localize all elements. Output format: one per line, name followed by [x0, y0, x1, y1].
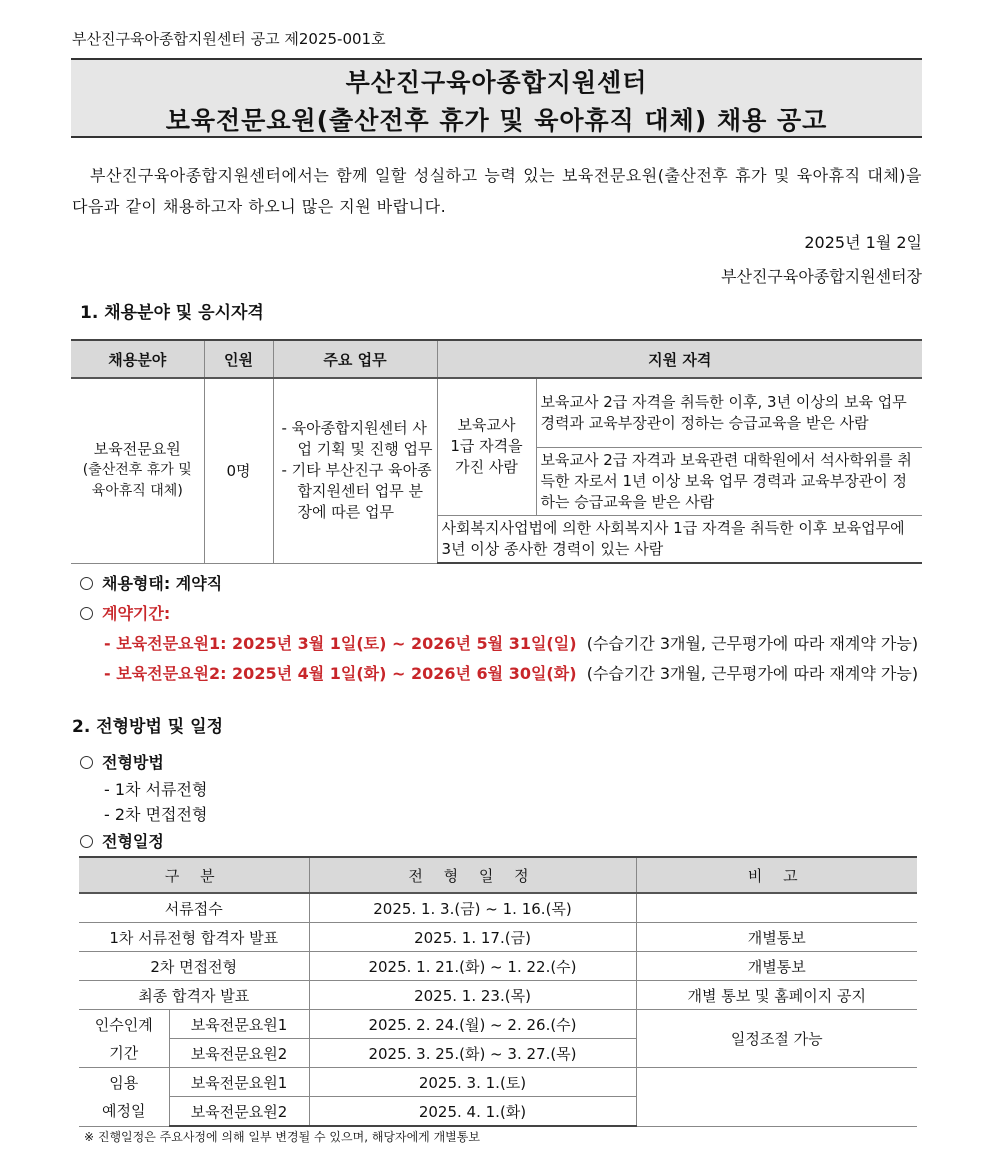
section-1-heading: 1. 채용분야 및 응시자격 — [80, 303, 264, 323]
group-line-1: 보육교사 — [457, 416, 516, 435]
handover-date: 2025. 2. 24.(월) ~ 2. 26.(수) — [309, 1010, 636, 1039]
method-label: 전형방법 — [102, 753, 164, 772]
schedule-header-date: 전 형 일 정 — [309, 857, 636, 893]
employment-type: 채용형태: 계약직 — [102, 574, 223, 593]
qualification-group-cell — [437, 378, 536, 515]
schedule-label: 2차 면접전형 — [79, 952, 309, 981]
header-qualification: 지원 자격 — [437, 340, 922, 378]
table-row — [79, 981, 917, 1010]
field-line-2: (출산전후 휴가 및 — [82, 462, 192, 479]
handover-line-1: 인수인계 — [94, 1015, 153, 1034]
contract-period-1 — [104, 631, 918, 654]
announcement-date: 2025년 1월 2일 — [804, 233, 922, 252]
duty-cell — [273, 378, 437, 563]
schedule-date: 2025. 1. 17.(금) — [309, 923, 636, 952]
appoint-date: 2025. 4. 1.(화) — [309, 1097, 636, 1127]
appoint-note — [636, 1068, 917, 1127]
recruitment-table — [71, 339, 922, 564]
method-step-2: - 2차 면접전형 — [104, 805, 208, 824]
table-row — [79, 923, 917, 952]
appoint-line-2: 예정일 — [102, 1101, 146, 1120]
appoint-date: 2025. 3. 1.(토) — [309, 1068, 636, 1097]
schedule-header-note: 비 고 — [636, 857, 917, 893]
handover-line-2: 기간 — [109, 1043, 139, 1062]
schedule-label: 전형일정 — [102, 832, 164, 851]
field-line-1: 보육전문요원 — [93, 440, 181, 459]
header-field: 채용분야 — [71, 340, 204, 378]
contract-period-2 — [104, 661, 918, 684]
handover-role: 보육전문요원2 — [169, 1039, 309, 1068]
circle-bullet-icon — [80, 835, 93, 848]
handover-note: 일정조절 가능 — [636, 1010, 917, 1068]
schedule-label: 1차 서류전형 합격자 발표 — [79, 923, 309, 952]
contract-period-row — [80, 601, 170, 624]
table-header-row — [71, 340, 922, 378]
employment-type-row — [80, 571, 222, 594]
notice-number: 부산진구육아종합지원센터 공고 제2025-001호 — [72, 30, 386, 48]
circle-bullet-icon — [80, 756, 93, 769]
schedule-note — [636, 893, 917, 923]
schedule-date: 2025. 1. 23.(목) — [309, 981, 636, 1010]
appoint-role: 보육전문요원2 — [169, 1097, 309, 1127]
schedule-row — [80, 829, 164, 852]
count-cell: 0명 — [204, 378, 273, 563]
footnote: ※ 진행일정은 주요사정에 의해 일부 변경될 수 있으며, 해당자에게 개별통보 — [84, 1130, 480, 1144]
qualification-2: 보육교사 2급 자격과 보육관련 대학원에서 석사학위를 취득한 자로서 1년 이상 보육 업무 경력과 교육부장관이 정하는 승급교육을 받은 사람 — [536, 447, 922, 515]
header-count: 인원 — [204, 340, 273, 378]
schedule-header-row — [79, 857, 917, 893]
qualification-1: 보육교사 2급 자격을 취득한 이후, 3년 이상의 보육 업무 경력과 교육부장관이 정하는 승급교육을 받은 사람 — [536, 378, 922, 447]
duty-item-2: - 기타 부산진구 육아종합지원센터 업무 분장에 따른 업무 — [281, 461, 432, 522]
handover-date: 2025. 3. 25.(화) ~ 3. 27.(목) — [309, 1039, 636, 1068]
appoint-label-cell — [79, 1068, 169, 1127]
schedule-note: 개별통보 — [636, 923, 917, 952]
schedule-note: 개별 통보 및 홈페이지 공지 — [636, 981, 917, 1010]
field-cell — [71, 378, 204, 563]
group-line-3: 가진 사람 — [455, 458, 518, 477]
header-duty: 주요 업무 — [273, 340, 437, 378]
period-1-note: (수습기간 3개월, 근무평가에 따라 재계약 가능) — [586, 634, 919, 653]
period-2-dates: - 보육전문요원2: 2025년 4월 1일(화) ~ 2026년 6월 30일(화) — [104, 664, 577, 683]
handover-label-cell — [79, 1010, 169, 1068]
schedule-label: 서류접수 — [79, 893, 309, 923]
method-step-1: - 1차 서류전형 — [104, 780, 208, 799]
schedule-label: 최종 합격자 발표 — [79, 981, 309, 1010]
table-row — [79, 893, 917, 923]
title-line-2: 보육전문요원(출산전후 휴가 및 육아휴직 대체) 채용 공고 — [165, 106, 828, 135]
handover-role: 보육전문요원1 — [169, 1010, 309, 1039]
section-2-heading: 2. 전형방법 및 일정 — [72, 717, 223, 737]
schedule-date: 2025. 1. 21.(화) ~ 1. 22.(수) — [309, 952, 636, 981]
intro-paragraph: 부산진구육아종합지원센터에서는 함께 일할 성실하고 능력 있는 보육전문요원(출산전후 휴가 및 육아휴직 대체)을 다음과 같이 채용하고자 하오니 많은 지원 바랍니다. — [72, 166, 922, 216]
circle-bullet-icon — [80, 607, 93, 620]
qualification-3: 사회복지사업법에 의한 사회복지사 1급 자격을 취득한 이후 보육업무에 3년 이상 종사한 경력이 있는 사람 — [437, 515, 922, 563]
title-box — [71, 58, 922, 138]
field-line-3: 육아휴직 대체) — [91, 483, 183, 500]
table-row — [79, 1068, 917, 1097]
contract-period-label: 계약기간: — [102, 604, 171, 623]
table-row — [79, 1010, 917, 1039]
schedule-date: 2025. 1. 3.(금) ~ 1. 16.(목) — [309, 893, 636, 923]
duty-item-1: - 육아종합지원센터 사업 기획 및 진행 업무 — [281, 419, 433, 459]
schedule-header-category: 구 분 — [79, 857, 309, 893]
appoint-role: 보육전문요원1 — [169, 1068, 309, 1097]
period-1-dates: - 보육전문요원1: 2025년 3월 1일(토) ~ 2026년 5월 31일(일) — [104, 634, 577, 653]
period-2-note: (수습기간 3개월, 근무평가에 따라 재계약 가능) — [586, 664, 919, 683]
appoint-line-1: 임용 — [109, 1073, 139, 1092]
schedule-table — [79, 856, 917, 1127]
method-row — [80, 750, 164, 773]
group-line-2: 1급 자격을 — [450, 437, 523, 456]
title-line-1: 부산진구육아종합지원센터 — [345, 68, 648, 97]
signer: 부산진구육아종합지원센터장 — [721, 267, 922, 286]
table-row — [71, 378, 922, 447]
schedule-note: 개별통보 — [636, 952, 917, 981]
table-row — [79, 952, 917, 981]
circle-bullet-icon — [80, 577, 93, 590]
